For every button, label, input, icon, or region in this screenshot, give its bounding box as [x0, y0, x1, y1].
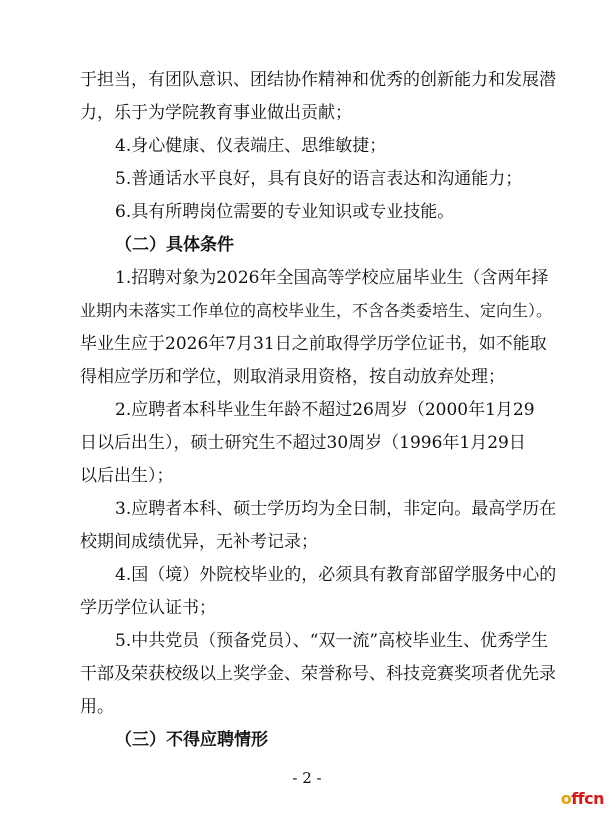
condition-4-line-1: 4.国（境）外院校毕业的，必须具有教育部留学服务中心的	[115, 565, 557, 585]
page-number: - 2 -	[292, 769, 322, 787]
condition-4-line-2: 学历学位认证书；	[80, 598, 216, 618]
condition-2-line-2: 日以后出生），硕士研究生不超过30周岁（1996年1月29日	[80, 433, 526, 453]
section-heading-specific-conditions: （二）具体条件	[115, 235, 234, 255]
condition-2-line-1: 2.应聘者本科毕业生年龄不超过26周岁（2000年1月29	[115, 400, 535, 420]
condition-1-line-1: 1.招聘对象为2026年全国高等学校应届毕业生（含两年择	[115, 268, 549, 288]
condition-5-line-2: 干部及荣获校级以上奖学金、荣誉称号、科技竞赛奖项者优先录	[80, 664, 556, 684]
body-text-line-1: 于担当，有团队意识、团结协作精神和优秀的创新能力和发展潜	[80, 70, 556, 90]
offcn-logo	[561, 790, 604, 808]
logo-accent-letter: o	[560, 789, 572, 808]
condition-1-line-2: 业期内未落实工作单位的高校毕业生，不含各类委培生、定向生）。	[80, 301, 553, 320]
condition-3-line-1: 3.应聘者本科、硕士学历均为全日制，非定向。最高学历在	[115, 499, 557, 519]
list-item-4: 4.身心健康、仪表端庄、思维敏捷；	[115, 136, 387, 156]
condition-1-line-3: 毕业生应于2026年7月31日之前取得学历学位证书，如不能取	[80, 334, 547, 354]
condition-2-line-3: 以后出生）；	[80, 466, 174, 486]
condition-5-line-3: 用。	[80, 697, 114, 717]
condition-3-line-2: 校期间成绩优异，无补考记录；	[80, 532, 318, 552]
condition-1-line-4: 得相应学历和学位，则取消录用资格，按自动放弃处理；	[80, 367, 505, 387]
condition-5-line-1: 5.中共党员（预备党员）、“双一流”高校毕业生、优秀学生	[115, 631, 549, 651]
list-item-5: 5.普通话水平良好，具有良好的语言表达和沟通能力；	[115, 169, 523, 189]
section-heading-ineligible-cases: （三）不得应聘情形	[115, 730, 268, 750]
logo-text: ffcn	[571, 789, 604, 808]
list-item-6: 6.具有所聘岗位需要的专业知识或专业技能。	[115, 202, 455, 222]
body-text-line-2: 力，乐于为学院教育事业做出贡献；	[80, 103, 352, 123]
